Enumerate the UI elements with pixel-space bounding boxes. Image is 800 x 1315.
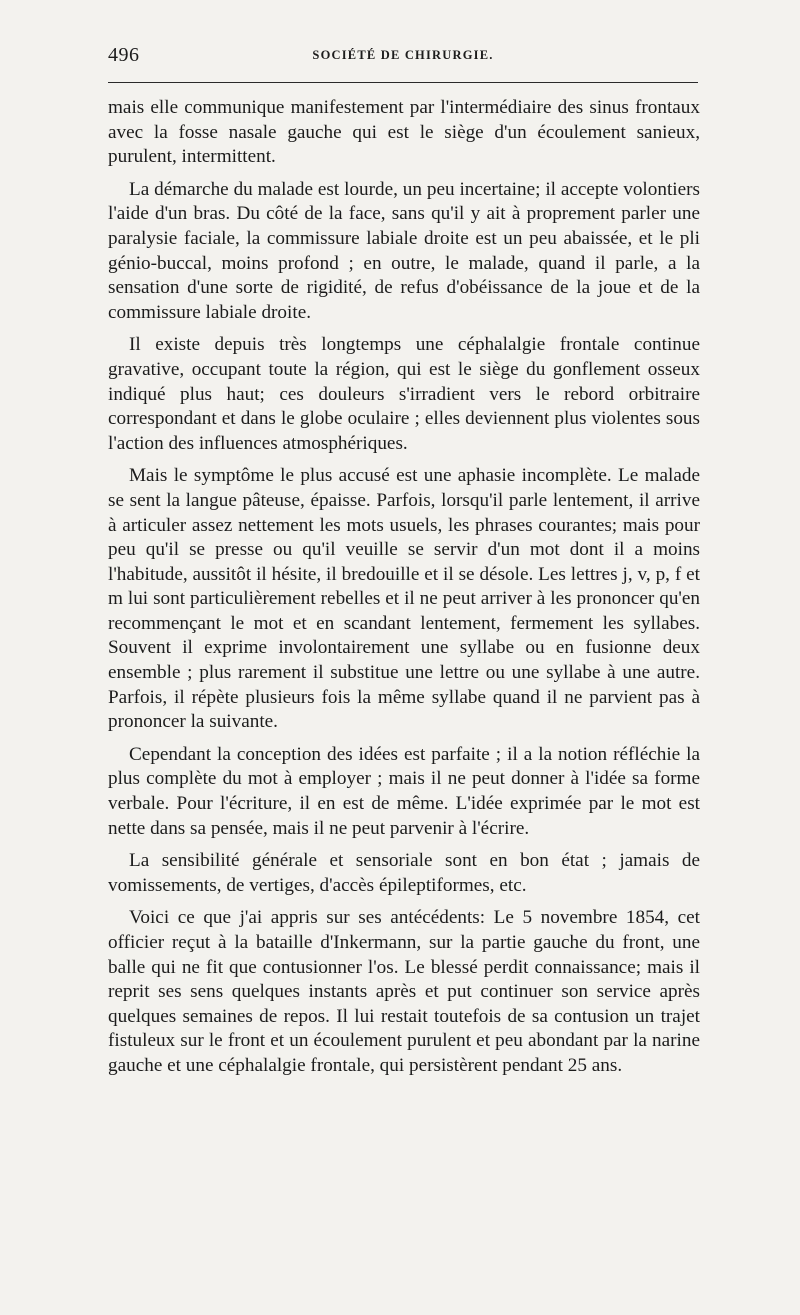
page-header bbox=[108, 44, 698, 72]
paragraph: Il existe depuis très longtemps une céphalalgie frontale continue gravative, occupant toute la région, qui est le siège du gonflement osseux indiqué plus haut; ces douleurs s'irradient vers le rebord orbitraire correspondant et dans le globe oculaire ; elles deviennent plus violentes sous l'action des influences atmosphériques. bbox=[108, 334, 700, 454]
running-title: SOCIÉTÉ DE CHIRURGIE. bbox=[312, 48, 494, 62]
paragraph: Mais le symptôme le plus accusé est une aphasie incomplète. Le malade se sent la langue pâteuse, épaisse. Parfois, lorsqu'il parle lentement, il arrive à articuler assez nettement les mots usuels, les phrases courantes; mais pour peu qu'il se presse ou qu'il veuille se servir d'un mot dont il a moins l'habitude, aussitôt il hésite, il bredouille et il se désole. Les lettres j, v, p, f et m lui sont particulièrement rebelles et il ne peut arriver à les prononcer qu'en recommençant le mot et en scandant lentement, fermement les syllabes. Souvent il exprime involontairement une syllabe ou en fusionne deux ensemble ; plus rarement il substitue une lettre ou une syllabe à une autre. Parfois, il répète plusieurs fois la même syllabe quand il ne parvient pas à prononcer la suivante. bbox=[108, 465, 700, 733]
paragraph: Cependant la conception des idées est parfaite ; il a la notion réfléchie la plus complète du mot à employer ; mais il ne peut donner à l'idée sa forme verbale. Pour l'écriture, il en est de même. L'idée exprimée par le mot est nette dans sa pensée, mais il ne peut parvenir à l'écrire. bbox=[108, 743, 700, 839]
paragraph: Voici ce que j'ai appris sur ses antécédents: Le 5 novembre 1854, cet officier reçut à la bataille d'Inkermann, sur la partie gauche du front, une balle qui ne fit que contusionner l'os. Le blessé perdit connaissance; mais il reprit ses sens quelques instants après et put continuer son service après quelques semaines de repos. Il lui restait toutefois de sa contusion un trajet fistuleux sur le front et un écoulement purulent et peu abondant par la narine gauche et une céphalalgie frontale, qui persistèrent pendant 25 ans. bbox=[108, 907, 700, 1076]
header-rule bbox=[108, 82, 698, 83]
paragraph: La démarche du malade est lourde, un peu incertaine; il accepte volontiers l'aide d'un bras. Du côté de la face, sans qu'il y ait à proprement parler une paralysie faciale, la commissure labiale droite est un peu abaissée, et le pli génio-buccal, moins profond ; en outre, le malade, quand il parle, a la sensation d'une sorte de rigidité, de refus d'obéissance de la joue et de la commissure labiale droite. bbox=[108, 178, 700, 323]
page-number: 496 bbox=[108, 44, 140, 66]
page-body bbox=[108, 96, 700, 1087]
paragraph: La sensibilité générale et sensoriale sont en bon état ; jamais de vomissements, de vertiges, d'accès épileptiformes, etc. bbox=[108, 850, 700, 896]
paragraph: mais elle communique manifestement par l'intermédiaire des sinus frontaux avec la fosse nasale gauche qui est le siège d'un écoulement sanieux, purulent, intermittent. bbox=[108, 97, 700, 168]
